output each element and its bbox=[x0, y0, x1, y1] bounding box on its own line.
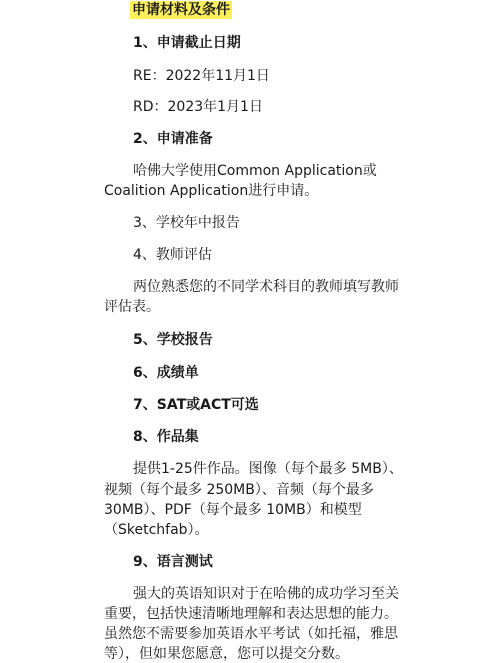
portfolio-line3: 30MB）、PDF（每个最多 10MB）和模型 bbox=[104, 502, 362, 518]
heading-deadline: 1、申请截止日期 bbox=[133, 35, 241, 51]
heading-language-test: 9、语言测试 bbox=[133, 554, 213, 570]
teacher-evaluation-line2: 评估表。 bbox=[104, 299, 160, 315]
preparation-text-line2: Coalition Application进行申请。 bbox=[104, 183, 319, 199]
heading-portfolio: 8、作品集 bbox=[133, 429, 199, 445]
heading-teacher-evaluation: 4、教师评估 bbox=[133, 247, 212, 263]
highlighted-title: 申请材料及条件 bbox=[132, 2, 230, 18]
portfolio-line4: （Sketchfab）。 bbox=[104, 522, 209, 538]
section-title bbox=[130, 1, 232, 19]
deadline-rd: RD：2023年1月1日 bbox=[133, 99, 263, 115]
heading-school-report: 5、学校报告 bbox=[133, 332, 213, 348]
deadline-re: RE：2022年11月1日 bbox=[133, 68, 270, 84]
language-test-line4: 等），但如果您愿意，您可以提交分数。 bbox=[104, 646, 349, 662]
heading-transcript: 6、成绩单 bbox=[133, 365, 199, 381]
preparation-text-line1: 哈佛大学使用Common Application或 bbox=[133, 163, 377, 179]
heading-midyear-report: 3、学校年中报告 bbox=[133, 215, 240, 231]
portfolio-line1: 提供1-25件作品。图像（每个最多 5MB）、 bbox=[133, 461, 403, 477]
heading-preparation: 2、申请准备 bbox=[133, 131, 213, 147]
heading-sat-act: 7、SAT或ACT可选 bbox=[133, 397, 259, 413]
portfolio-line2: 视频（每个最多 250MB）、音频（每个最多 bbox=[104, 482, 374, 498]
teacher-evaluation-line1: 两位熟悉您的不同学术科目的教师填写教师 bbox=[133, 279, 399, 295]
language-test-line3: 虽然您不需要参加英语水平考试（如托福，雅思 bbox=[104, 626, 398, 642]
language-test-line2: 重要，包括快速清晰地理解和表达思想的能力。 bbox=[104, 606, 398, 622]
language-test-line1: 强大的英语知识对于在哈佛的成功学习至关 bbox=[133, 586, 399, 602]
